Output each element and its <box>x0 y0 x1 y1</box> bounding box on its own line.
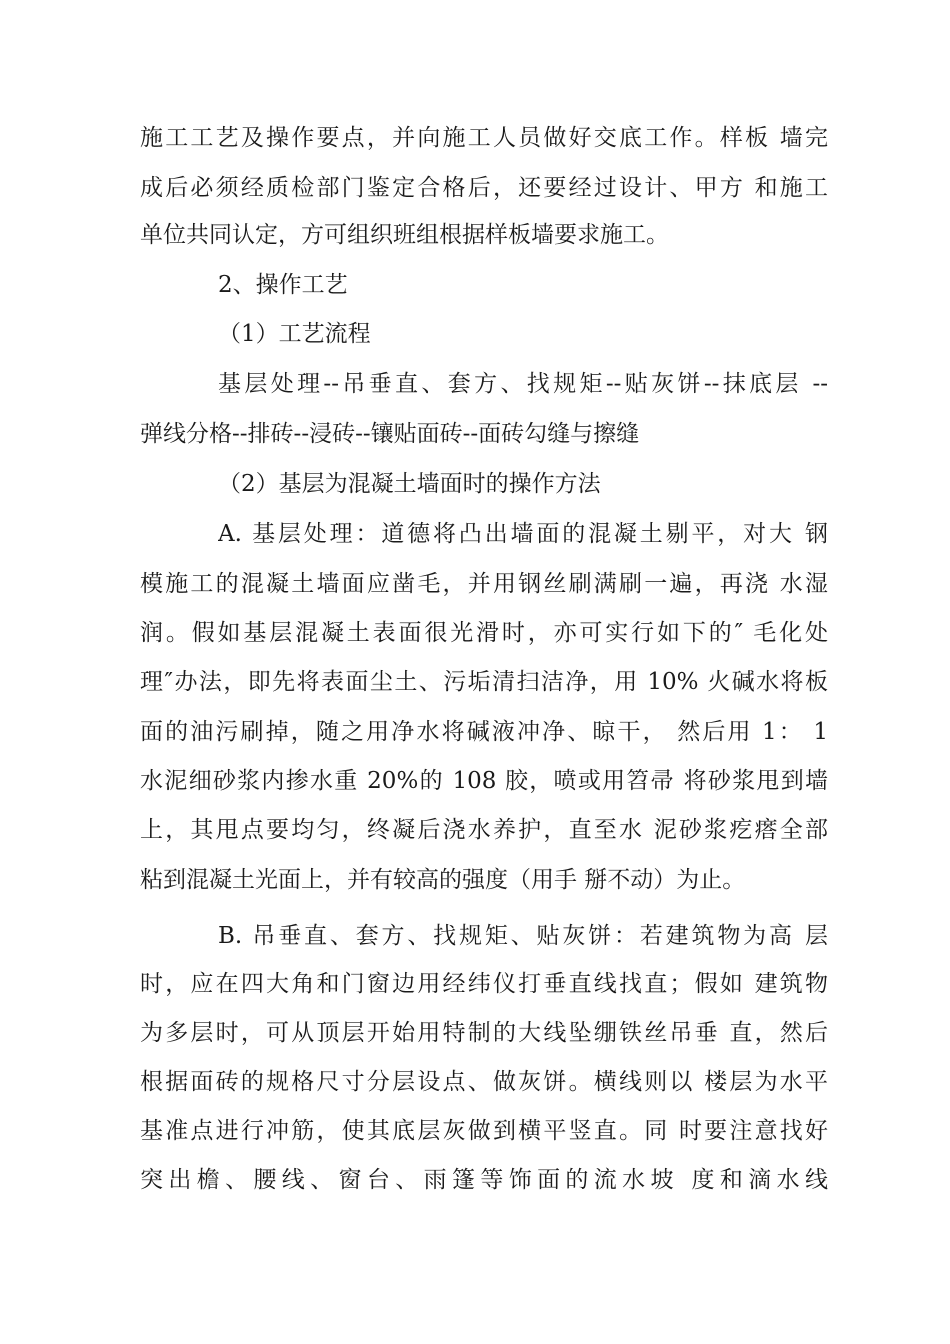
text-line: 施工工艺及操作要点，并向施工人员做好交底工作。样板 墙完 <box>140 125 828 151</box>
text-line: 面的油污刷掉，随之用净水将碱液冲净、晾干， 然后用 1： 1 <box>140 719 828 745</box>
section-heading: 2、操作工艺 <box>218 272 348 298</box>
text-line: 模施工的混凝土墙面应凿毛，并用钢丝刷满刷一遍，再浇 水湿 <box>140 571 828 597</box>
text-line: 根据面砖的规格尺寸分层设点、做灰饼。横线则以 楼层为水平 <box>140 1069 828 1095</box>
text-line: 理″办法，即先将表面尘土、污垢清扫洁净，用 10% 火碱水将板 <box>140 669 828 695</box>
text-line: 上，其甩点要均匀，终凝后浇水养护，直至水 泥砂浆疙瘩全部 <box>140 817 828 843</box>
text-line: 润。假如基层混凝土表面很光滑时，亦可实行如下的″ 毛化处 <box>140 620 828 646</box>
text-line: 水泥细砂浆内掺水重 20%的 108 胶，喷或用笤帚 将砂浆甩到墙 <box>140 768 828 794</box>
text-line: B. 吊垂直、套方、找规矩、贴灰饼：若建筑物为高 层 <box>218 923 828 949</box>
text-line: 弹线分格--排砖--浸砖--镶贴面砖--面砖勾缝与擦缝 <box>140 421 640 447</box>
text-line: 基准点进行冲筋，使其底层灰做到横平竖直。同 时要注意找好 <box>140 1118 828 1144</box>
text-line: 基层处理--吊垂直、套方、找规矩--贴灰饼--抹底层 -- <box>218 371 828 397</box>
text-line: 为多层时，可从顶层开始用特制的大线坠绷铁丝吊垂 直，然后 <box>140 1020 828 1046</box>
text-line: 时，应在四大角和门窗边用经纬仪打垂直线找直；假如 建筑物 <box>140 971 828 997</box>
subsection-heading: （1）工艺流程 <box>218 321 371 347</box>
text-line: 突出檐、腰线、窗台、雨篷等饰面的流水坡 度和滴水线 <box>140 1167 828 1193</box>
text-line: A. 基层处理：道德将凸出墙面的混凝土剔平，对大 钢 <box>218 521 828 547</box>
text-line: 成后必须经质检部门鉴定合格后，还要经过设计、甲方 和施工 <box>140 175 828 201</box>
text-line: 粘到混凝土光面上，并有较高的强度（用手 掰不动）为止。 <box>140 867 746 893</box>
text-line: 单位共同认定，方可组织班组根据样板墙要求施工。 <box>140 222 669 248</box>
subsection-heading: （2）基层为混凝土墙面时的操作方法 <box>218 471 601 497</box>
